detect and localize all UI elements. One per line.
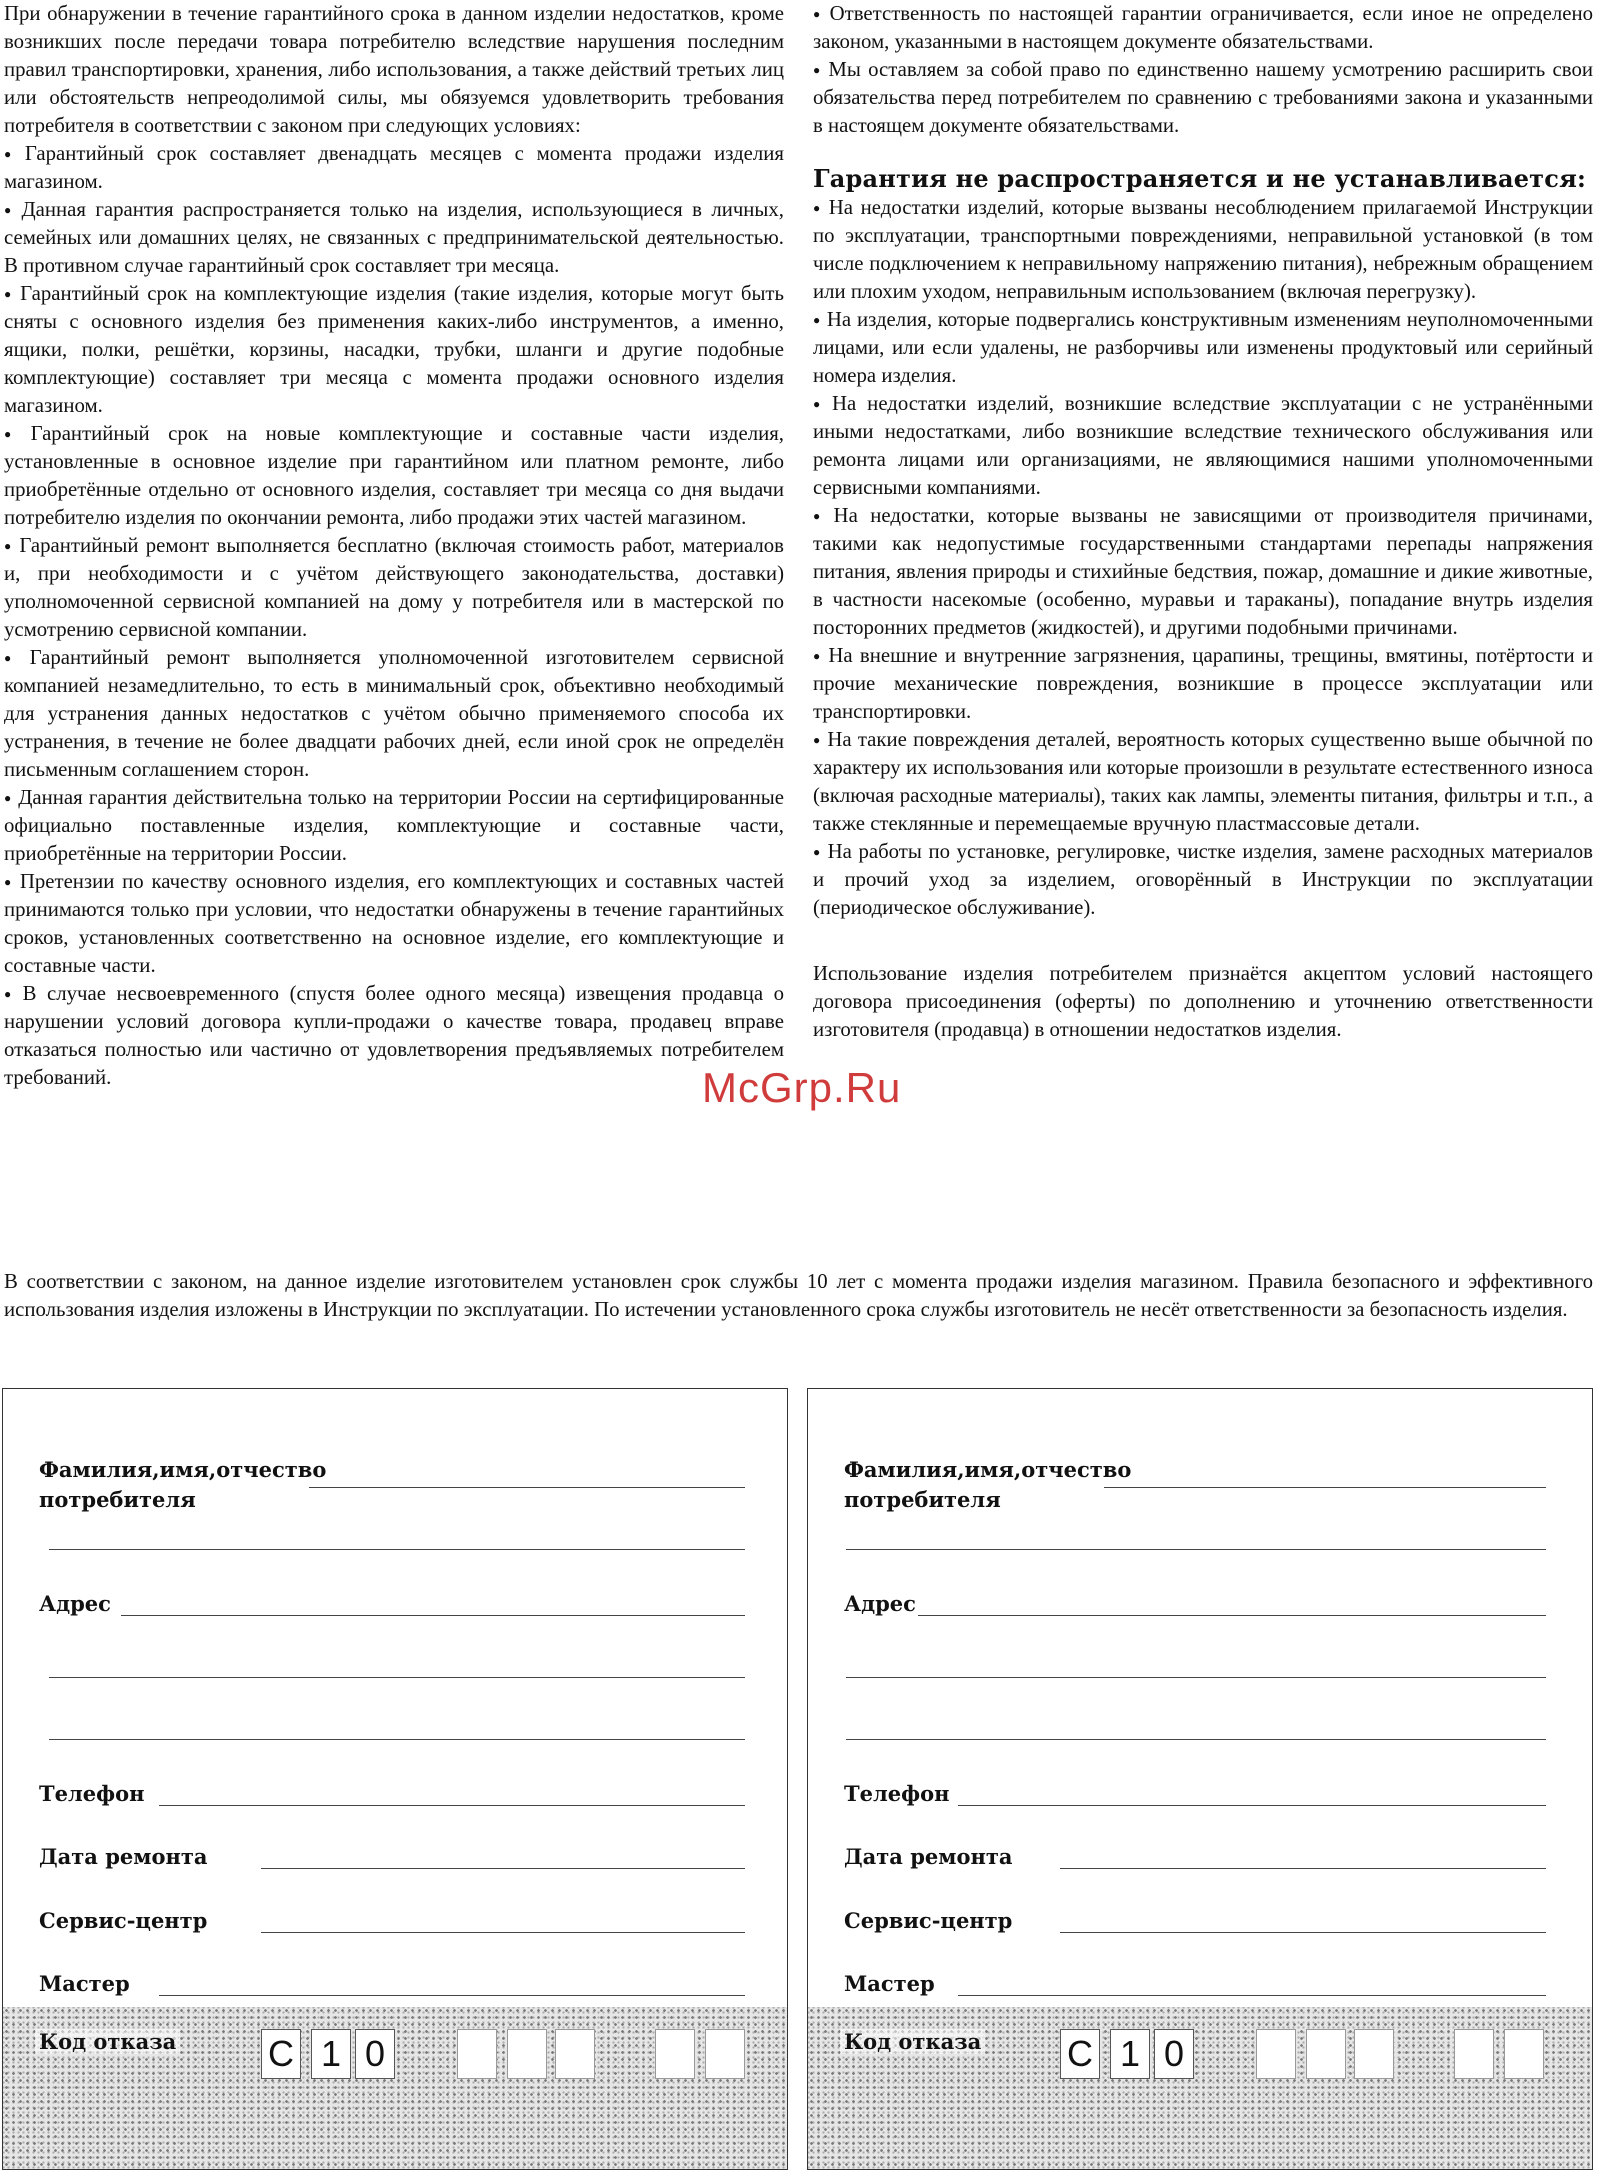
exclusion-item: ● На работы по установке, регулировке, чистке изделия, замене расходных материалов и прочий уход за изделием, оговорённый в Инструкции по эксплуатации (периодическое обслуживание).	[813, 838, 1593, 922]
repair-date-field[interactable]	[261, 1868, 745, 1869]
service-center-label: Сервис-центр	[844, 1908, 1013, 1933]
name-field-extra-line[interactable]	[846, 1549, 1546, 1550]
fault-code-label: Код отказа	[840, 2029, 985, 2054]
warranty-condition: ● Гарантийный срок на комплектующие изделия (такие изделия, которые могут быть сняты с основного изделия без применения каких-либо инструментов, а именно, ящики, полки, решётки, корзины, насадки, трубки, шланги и другие подобные комплектующие) составляет три месяца с момента продажи основного изделия магазином.	[4, 280, 784, 420]
exclusion-item: ● На изделия, которые подвергались конструктивным изменениям неуполномоченными лицами, или если удалены, не разборчивы или изменены продуктовый или серийный номера изделия.	[813, 306, 1593, 390]
address-label: Адрес	[844, 1591, 916, 1616]
warranty-condition: ● Претензии по качеству основного изделия, его комплектующих и составных частей принимаются только при условии, что недостатки обнаружены в течение гарантийных сроков, установленных соответственно на основное изделие, его комплектующие и составные части.	[4, 868, 784, 980]
warranty-condition: ● Ответственность по настоящей гарантии ограничивается, если иное не определено законом, указанными в настоящем документе обязательствами.	[813, 0, 1593, 56]
name-field[interactable]	[309, 1487, 745, 1488]
address-field-line-3[interactable]	[49, 1739, 745, 1740]
name-label-continued: потребителя	[844, 1487, 1001, 1512]
intro-paragraph: При обнаружении в течение гарантийного срока в данном изделии недостатков, кроме возникших после передачи товара потребителю вследствие нарушения последним правил транспортировки, хранения, либо использования, а также действий третьих лиц или обстоятельств непреодолимой силы, мы обязуемся удовлетворить требования потребителя в соответствии с законом при следующих условиях:	[4, 2, 784, 137]
service-center-field[interactable]	[261, 1932, 745, 1933]
exclusions-heading: Гарантия не распространяется и не устанавливается:	[813, 164, 1587, 193]
repair-date-label: Дата ремонта	[844, 1844, 1013, 1869]
service-center-label: Сервис-центр	[39, 1908, 208, 1933]
fault-code-cell: С	[1060, 2029, 1100, 2079]
fault-code-cell: 1	[311, 2029, 351, 2079]
fault-code-input[interactable]	[457, 2029, 497, 2079]
exclusion-item: ● На недостатки изделий, возникшие вследствие эксплуатации с не устранёнными иными недостатками, либо возникшие вследствие технического обслуживания или ремонта лицами или организациями, не являющимися нашими уполномоченными сервисными компаниями.	[813, 390, 1593, 502]
warranty-condition: ● Данная гарантия распространяется только на изделия, использующиеся в личных, семейных или домашних целях, не связанных с предпринимательской деятельностью. В противном случае гарантийный срок составляет три месяца.	[4, 196, 784, 280]
fault-code-input[interactable]	[1454, 2029, 1494, 2079]
address-field[interactable]	[918, 1615, 1546, 1616]
warranty-condition: ● Гарантийный ремонт выполняется бесплатно (включая стоимость работ, материалов и, при необходимости и с учётом действующего законодательства, доставки) уполномоченной сервисной компанией на дому у потребителя или в мастерской по усмотрению сервисной компании.	[4, 532, 784, 644]
repair-coupon	[2, 1388, 788, 2170]
phone-label: Телефон	[39, 1781, 145, 1806]
service-life-paragraph: В соответствии с законом, на данное изделие изготовителем установлен срок службы 10 лет с момента продажи изделия магазином. Правила безопасного и эффективного использования изделия изложены в Инструкции по эксплуатации. По истечении установленного срока службы изготовитель не несёт ответственности за безопасность изделия.	[4, 1270, 1593, 1321]
name-field-extra-line[interactable]	[49, 1549, 745, 1550]
address-field-line-3[interactable]	[846, 1739, 1546, 1740]
exclusion-item: ● На внешние и внутренние загрязнения, царапины, трещины, вмятины, потёртости и прочие механические повреждения, возникшие в процессе эксплуатации или транспортировки.	[813, 642, 1593, 726]
fault-code-input[interactable]	[507, 2029, 547, 2079]
warranty-condition: ● Гарантийный срок составляет двенадцать месяцев с момента продажи изделия магазином.	[4, 140, 784, 196]
fault-code-label: Код отказа	[35, 2029, 180, 2054]
fault-code-cell: 0	[355, 2029, 395, 2079]
name-label-continued: потребителя	[39, 1487, 196, 1512]
name-label: Фамилия,имя,отчество	[844, 1457, 1132, 1482]
warranty-terms-right-column	[813, 0, 1593, 1044]
master-field[interactable]	[958, 1995, 1546, 1996]
warranty-condition: ● Данная гарантия действительна только на территории России на сертифицированные официально поставленные изделия, комплектующие и составные части, приобретённые на территории России.	[4, 784, 784, 868]
warranty-condition: ● Мы оставляем за собой право по единственно нашему усмотрению расширить свои обязательства перед потребителем по сравнению с требованиями закона и указанными в настоящем документе обязательствами.	[813, 56, 1593, 140]
phone-field[interactable]	[958, 1805, 1546, 1806]
master-label: Мастер	[844, 1971, 935, 1996]
master-field[interactable]	[159, 1995, 745, 1996]
address-field-line-2[interactable]	[49, 1677, 745, 1678]
service-center-field[interactable]	[1060, 1932, 1546, 1933]
fault-code-input[interactable]	[1504, 2029, 1544, 2079]
master-label: Мастер	[39, 1971, 130, 1996]
repair-date-label: Дата ремонта	[39, 1844, 208, 1869]
acceptance-paragraph: Использование изделия потребителем признаётся акцептом условий настоящего договора присоединения (оферты) по дополнению и уточнению ответственности изготовителя (продавца) в отношении недостатков изделия.	[813, 962, 1593, 1041]
fault-code-cell: С	[261, 2029, 301, 2079]
fault-code-input[interactable]	[1256, 2029, 1296, 2079]
site-watermark: McGrp.Ru	[702, 1064, 902, 1111]
fault-code-input[interactable]	[655, 2029, 695, 2079]
warranty-condition: ● Гарантийный срок на новые комплектующие и составные части изделия, установленные в основное изделие при гарантийном или платном ремонте, либо приобретённые отдельно от основного изделия, составляет три месяца со дня выдачи потребителю изделия по окончании ремонта, либо продажи этих частей магазином.	[4, 420, 784, 532]
warranty-condition: ● Гарантийный ремонт выполняется уполномоченной изготовителем сервисной компанией незамедлительно, то есть в минимальный срок, объективно необходимый для устранения данных недостатков с учётом обычно применяемого способа их устранения, в течение не более двадцати рабочих дней, если иной срок не определён письменным соглашением сторон.	[4, 644, 784, 784]
fault-code-input[interactable]	[1306, 2029, 1346, 2079]
phone-label: Телефон	[844, 1781, 950, 1806]
fault-code-input[interactable]	[555, 2029, 595, 2079]
exclusion-item: ● На недостатки, которые вызваны не зависящими от производителя причинами, такими как недопустимые государственными стандартами перепады напряжения питания, явления природы и стихийные бедствия, пожар, домашние и дикие животные, в частности насекомые (особенно, муравьи и тараканы), попадание внутрь изделия посторонних предметов (жидкостей), и другими подобными причинами.	[813, 502, 1593, 642]
exclusion-item: ● На такие повреждения деталей, вероятность которых существенно выше обычной по характеру их использования или которые произошли в результате естественного износа (включая расходные материалы), таких как лампы, элементы питания, фильтры и т.п., а также стеклянные и перемещаемые вручную пластмассовые детали.	[813, 726, 1593, 838]
fault-code-cell: 1	[1110, 2029, 1150, 2079]
address-label: Адрес	[39, 1591, 111, 1616]
warranty-terms-left-column	[4, 0, 784, 1092]
warranty-condition: ● В случае несвоевременного (спустя более одного месяца) извещения продавца о нарушении условий договора купли-продажи о качестве товара, продавец вправе отказаться полностью или частично от удовлетворения предъявляемых потребителем требований.	[4, 980, 784, 1092]
exclusion-item: ● На недостатки изделий, которые вызваны несоблюдением прилагаемой Инструкции по эксплуатации, транспортными повреждениями, неправильной установкой (в том числе подключением к неправильному напряжению питания), небрежным обращением или плохим уходом, неправильным использованием (включая перегрузку).	[813, 194, 1593, 306]
name-label: Фамилия,имя,отчество	[39, 1457, 327, 1482]
name-field[interactable]	[1104, 1487, 1546, 1488]
fault-code-input[interactable]	[705, 2029, 745, 2079]
fault-code-input[interactable]	[1354, 2029, 1394, 2079]
repair-coupon	[807, 1388, 1593, 2170]
fault-code-cell: 0	[1154, 2029, 1194, 2079]
repair-date-field[interactable]	[1060, 1868, 1546, 1869]
address-field[interactable]	[121, 1615, 745, 1616]
phone-field[interactable]	[159, 1805, 745, 1806]
address-field-line-2[interactable]	[846, 1677, 1546, 1678]
